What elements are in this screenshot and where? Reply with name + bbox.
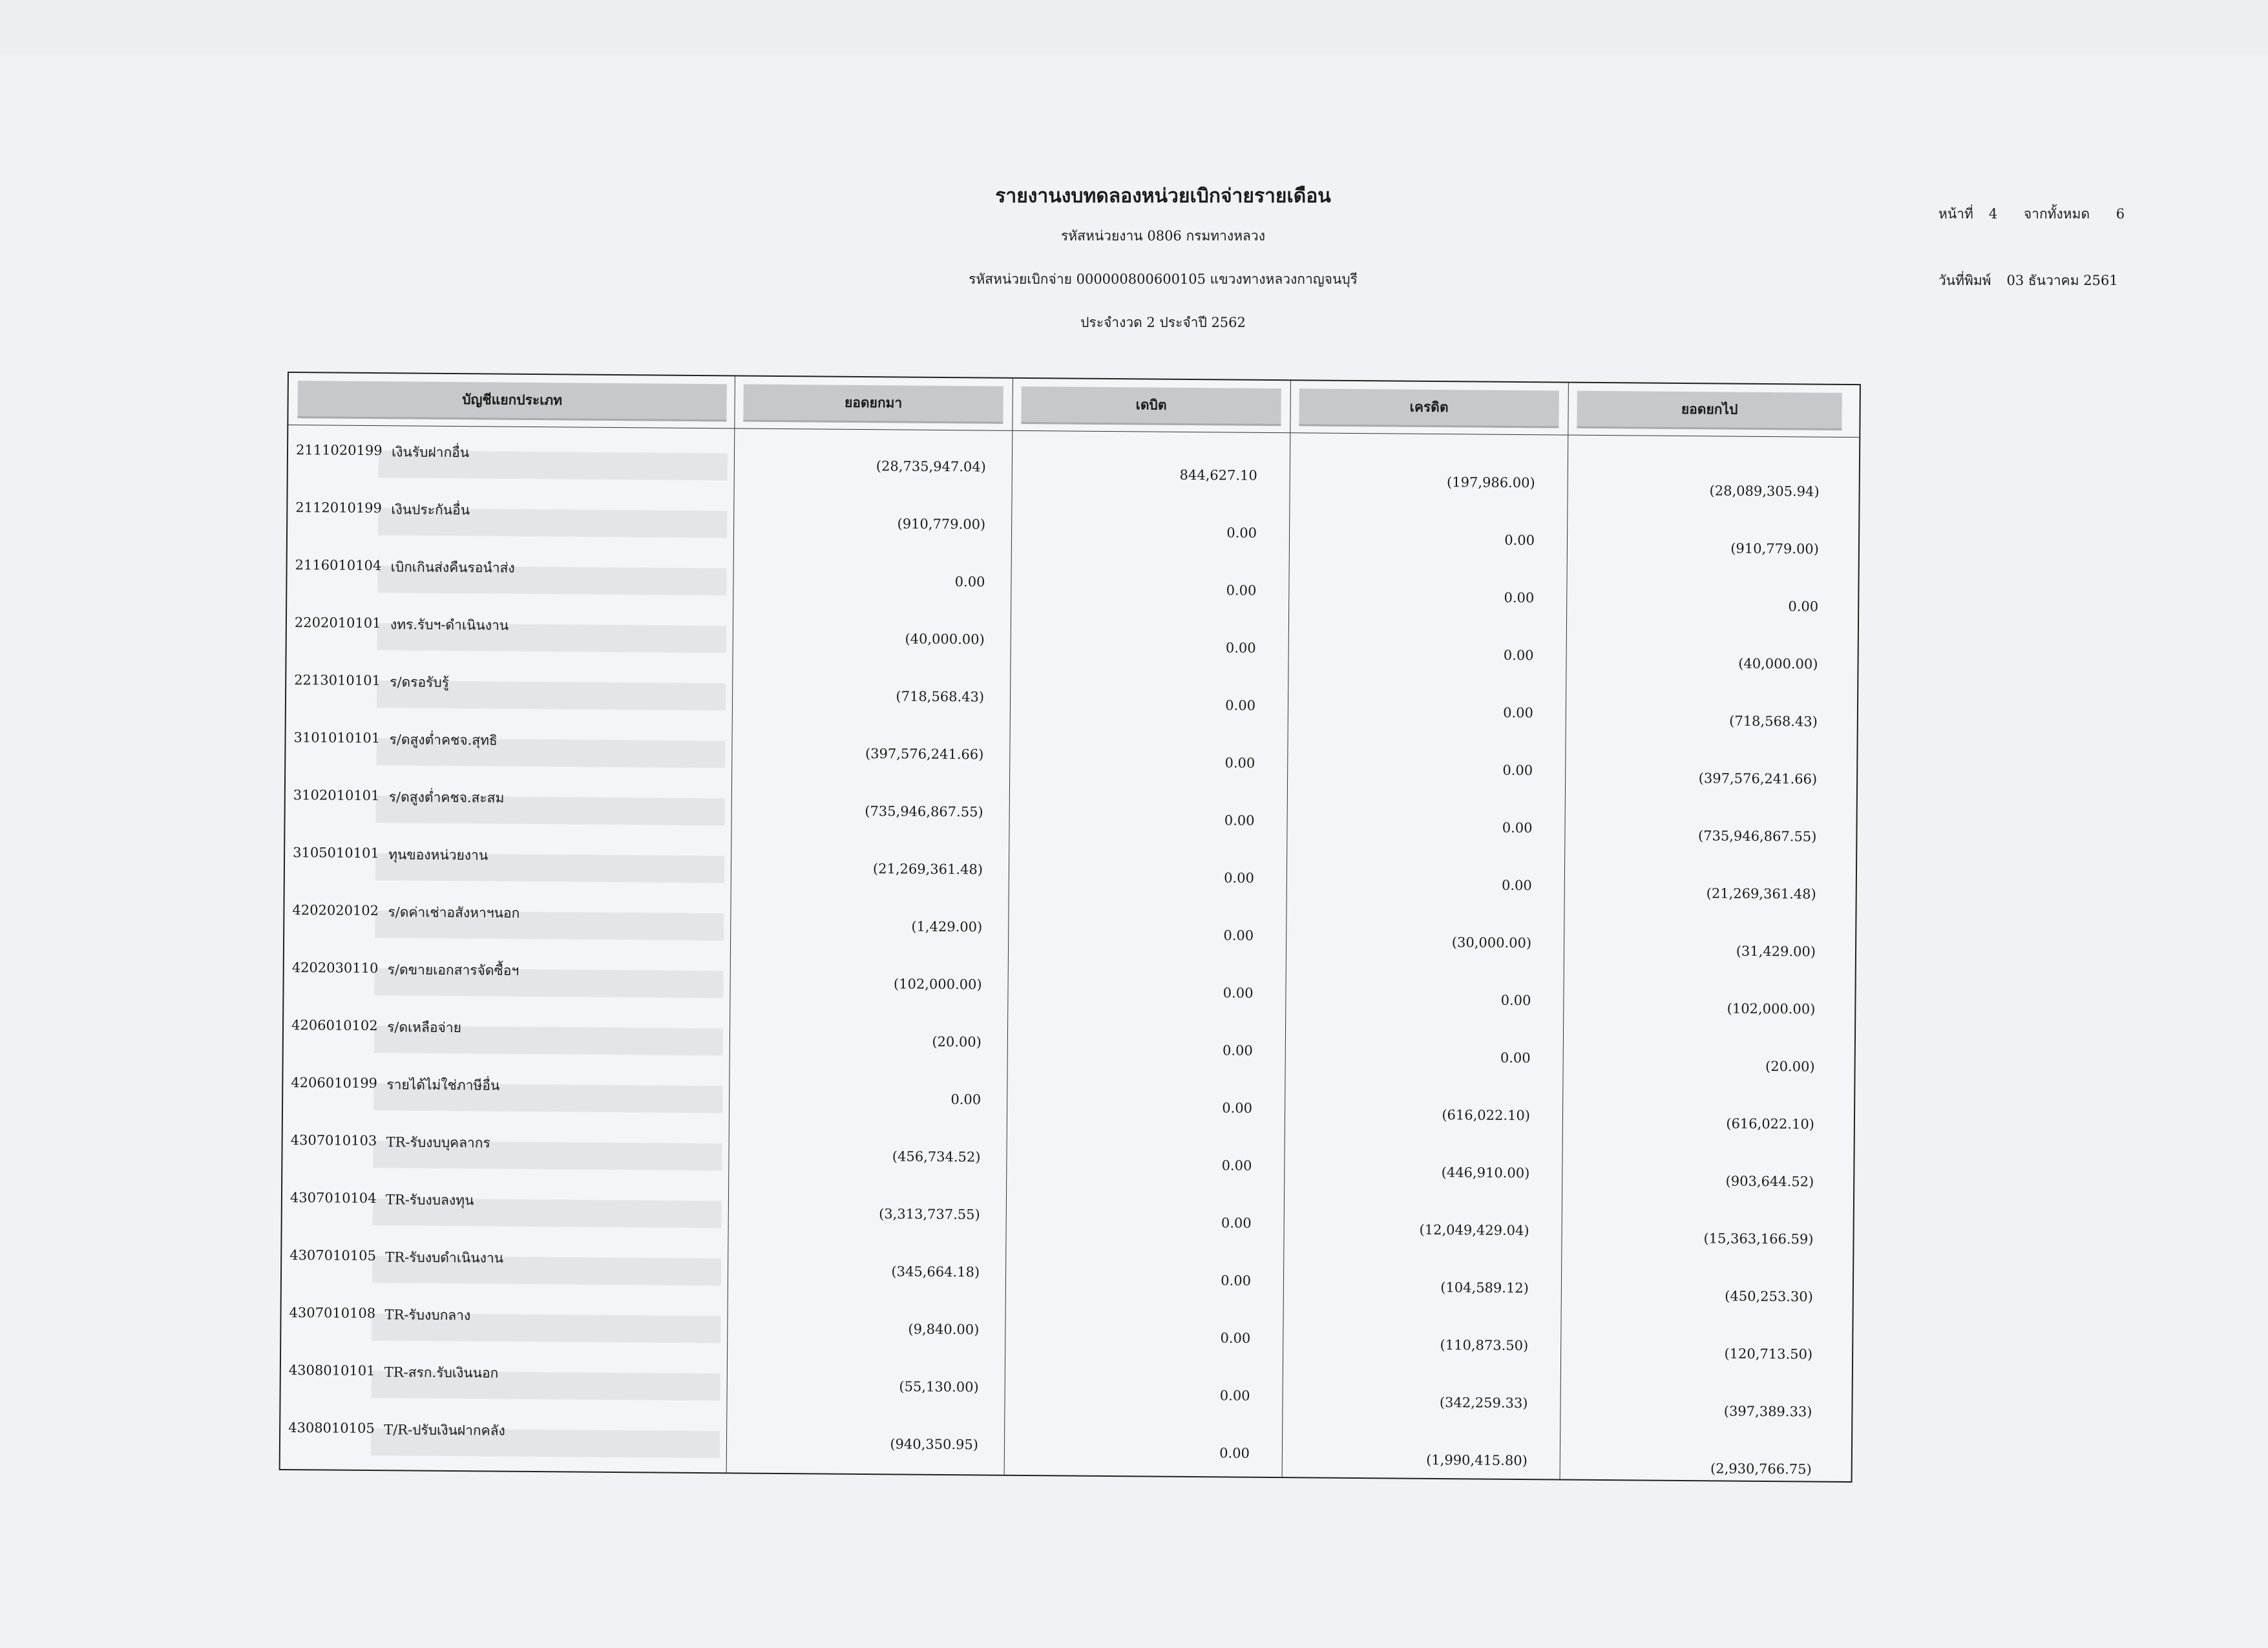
credit-amount: (342,259.33) (1439, 1395, 1528, 1411)
brought-forward-amount: 0.00 (950, 1092, 982, 1108)
brought-forward-amount: (718,568.43) (896, 688, 985, 705)
debit-amount: 0.00 (1226, 525, 1257, 541)
account-code: 4308010105 (288, 1420, 375, 1437)
account-name: ร/ดค่าเช่าอสังหาฯนอก (388, 904, 520, 921)
credit-amount: 0.00 (1502, 762, 1533, 779)
account-code: 2112010199 (295, 500, 383, 516)
credit-amount: 0.00 (1503, 704, 1534, 721)
debit-amount: 0.00 (1224, 870, 1254, 886)
brought-forward-amount: (735,946,867.55) (865, 803, 983, 820)
brought-forward-amount: (28,735,947.04) (876, 458, 986, 475)
credit-amount: 0.00 (1500, 992, 1531, 1009)
account-name: ร/ดสูงต่ำคชจ.สะสม (388, 789, 505, 806)
account-name: เงินรับฝากอื่น (391, 444, 470, 461)
brought-forward-amount: 0.00 (954, 574, 985, 590)
page-label: หน้าที่ (1938, 206, 1973, 222)
account-code: 4206010102 (291, 1017, 378, 1034)
brought-forward-amount: (102,000.00) (893, 976, 982, 993)
debit-amount: 0.00 (1219, 1388, 1250, 1404)
carried-forward-amount: (735,946,867.55) (1697, 828, 1817, 845)
brought-forward-amount: (20.00) (932, 1033, 982, 1050)
account-name: TR-รับงบบุคลากร (386, 1134, 490, 1151)
carried-forward-amount: (40,000.00) (1738, 655, 1818, 672)
account-name: TR-รับงบดำเนินงาน (385, 1249, 504, 1266)
print-date-row (1938, 270, 2125, 328)
account-name: TR-รับงบลงทุน (385, 1192, 474, 1209)
carried-forward-amount: (397,389.33) (1723, 1403, 1812, 1420)
credit-amount: (12,049,429.04) (1419, 1221, 1529, 1239)
account-name: เงินประกันอื่น (391, 502, 470, 518)
header-account: บัญชีแยกประเภท (297, 381, 726, 421)
credit-amount: (616,022.10) (1442, 1107, 1531, 1124)
header-credit: เครดิต (1299, 388, 1559, 428)
account-name: T/R-ปรับเงินฝากคลัง (384, 1422, 505, 1439)
debit-amount: 0.00 (1221, 1157, 1252, 1174)
account-name: งทร.รับฯ-ดำเนินงาน (390, 617, 509, 633)
debit-amount: 0.00 (1222, 1042, 1253, 1059)
debit-amount: 0.00 (1223, 927, 1254, 944)
credit-amount: 0.00 (1503, 647, 1534, 664)
debit-amount: 0.00 (1221, 1273, 1252, 1289)
brought-forward-amount: (456,734.52) (892, 1148, 981, 1165)
brought-forward-amount: (9,840.00) (908, 1321, 980, 1338)
account-name: รายได้ไม่ใช่ภาษีอื่น (386, 1077, 500, 1093)
carried-forward-amount: (120,713.50) (1724, 1346, 1813, 1362)
credit-amount: (30,000.00) (1451, 935, 1532, 951)
debit-amount: 0.00 (1225, 640, 1256, 656)
brought-forward-amount: (55,130.00) (899, 1379, 979, 1395)
debit-amount: 0.00 (1222, 1100, 1253, 1116)
page-number: 4 (1988, 206, 1998, 222)
carried-forward-amount: (903,644.52) (1725, 1173, 1814, 1190)
credit-amount: (110,873.50) (1440, 1337, 1529, 1354)
credit-amount: 0.00 (1501, 877, 1532, 894)
page-info (1938, 204, 2125, 337)
account-name: เบิกเกินส่งคืนรอนำส่ง (390, 559, 515, 576)
print-date: 03 ธันวาคม 2561 (2006, 273, 2118, 288)
account-name: ร/ดเหลือจ่าย (386, 1019, 462, 1036)
credit-amount: (446,910.00) (1441, 1165, 1530, 1181)
header-debit: เดบิต (1021, 386, 1281, 426)
debit-amount: 0.00 (1219, 1445, 1250, 1461)
header-brought-forward: ยอดยกมา (743, 385, 1003, 424)
account-code: 2111020199 (295, 442, 383, 459)
brought-forward-amount: (910,779.00) (897, 516, 986, 533)
brought-forward-amount: (397,576,241.66) (865, 746, 984, 763)
account-code: 3101010101 (293, 730, 381, 746)
carried-forward-amount: (450,253.30) (1725, 1288, 1813, 1305)
agency-line: รหัสหน่วยงาน 0806 กรมทางหลวง (1061, 228, 1265, 244)
carried-forward-amount: (718,568.43) (1729, 713, 1818, 730)
carried-forward-amount: (616,022.10) (1726, 1115, 1815, 1132)
credit-amount: (1,990,415.80) (1426, 1452, 1528, 1469)
account-code: 2202010101 (294, 615, 381, 631)
trial-balance-table (279, 372, 1861, 1483)
account-code: 4307010105 (289, 1247, 376, 1264)
account-code: 4308010101 (288, 1362, 375, 1379)
account-code: 4202020102 (292, 902, 379, 919)
carried-forward-amount: (102,000.00) (1727, 1000, 1816, 1017)
account-name: ร/ดรอรับรู้ (390, 674, 450, 690)
account-name: TR-รับงบกลาง (384, 1307, 471, 1324)
carried-forward-amount: (397,576,241.66) (1698, 770, 1818, 787)
debit-amount: 0.00 (1224, 755, 1255, 771)
total-pages-label: จากทั้งหมด (2023, 206, 2090, 222)
account-name: ร/ดขายเอกสารจัดซื้อฯ (387, 962, 520, 978)
page-number-row (1938, 204, 2125, 261)
credit-amount: 0.00 (1502, 819, 1533, 836)
carried-forward-amount: (31,429.00) (1736, 943, 1816, 960)
account-code: 3105010101 (293, 845, 379, 861)
table-row (280, 1406, 1852, 1475)
credit-amount: 0.00 (1500, 1050, 1531, 1066)
carried-forward-amount: (15,363,166.59) (1703, 1231, 1814, 1247)
debit-amount: 0.00 (1225, 697, 1256, 713)
account-name: ทุนของหน่วยงาน (388, 847, 488, 863)
header-carried-forward: ยอดยกไป (1577, 391, 1842, 430)
account-code: 3102010101 (293, 787, 380, 804)
period-line: ประจำงวด 2 ประจำปี 2562 (1080, 315, 1246, 330)
report-header (840, 181, 1486, 355)
carried-forward-amount: (28,089,305.94) (1709, 483, 1820, 500)
report-title: รายงานงบทดลองหน่วยเบิกจ่ายรายเดือน (995, 185, 1331, 207)
brought-forward-amount: (1,429.00) (911, 918, 983, 935)
account-code: 2116010104 (295, 557, 382, 574)
brought-forward-amount: (40,000.00) (905, 631, 985, 648)
carried-forward-amount: (910,779.00) (1730, 540, 1820, 557)
account-code: 4307010108 (289, 1305, 376, 1322)
carried-forward-amount: 0.00 (1788, 598, 1819, 615)
credit-amount: 0.00 (1504, 532, 1535, 549)
account-code: 4307010104 (289, 1190, 377, 1207)
account-code: 2213010101 (294, 672, 381, 689)
account-name: TR-สรก.รับเงินนอก (384, 1364, 499, 1381)
credit-amount: 0.00 (1504, 589, 1535, 606)
account-code: 4307010103 (290, 1132, 377, 1149)
brought-forward-amount: (345,664.18) (891, 1263, 980, 1280)
brought-forward-amount: (21,269,361.48) (872, 861, 983, 878)
debit-amount: 0.00 (1220, 1330, 1251, 1346)
debit-amount: 0.00 (1226, 582, 1257, 598)
debit-amount: 844,627.10 (1179, 467, 1257, 483)
print-date-label: วันที่พิมพ์ (1938, 273, 1991, 288)
credit-amount: (104,589.12) (1440, 1280, 1529, 1296)
debit-amount: 0.00 (1224, 812, 1255, 829)
account-name: ร/ดสูงต่ำคชจ.สุทธิ (389, 732, 498, 748)
account-code: 4202030110 (291, 960, 379, 977)
carried-forward-amount: (21,269,361.48) (1706, 885, 1816, 902)
disbursing-unit-line: รหัสหน่วยเบิกจ่าย 000000800600105 แขวงทางหลวงกาญจนบุรี (969, 271, 1358, 287)
account-code: 4206010199 (291, 1075, 378, 1092)
credit-amount: (197,986.00) (1446, 474, 1535, 491)
brought-forward-amount: (3,313,737.55) (879, 1206, 980, 1223)
carried-forward-amount: (2,930,766.75) (1710, 1461, 1812, 1477)
debit-amount: 0.00 (1223, 985, 1254, 1001)
debit-amount: 0.00 (1221, 1215, 1252, 1231)
table-body (280, 428, 1860, 1475)
carried-forward-amount: (20.00) (1765, 1058, 1815, 1075)
brought-forward-amount: (940,350.95) (890, 1436, 979, 1453)
total-pages: 6 (2116, 206, 2125, 222)
